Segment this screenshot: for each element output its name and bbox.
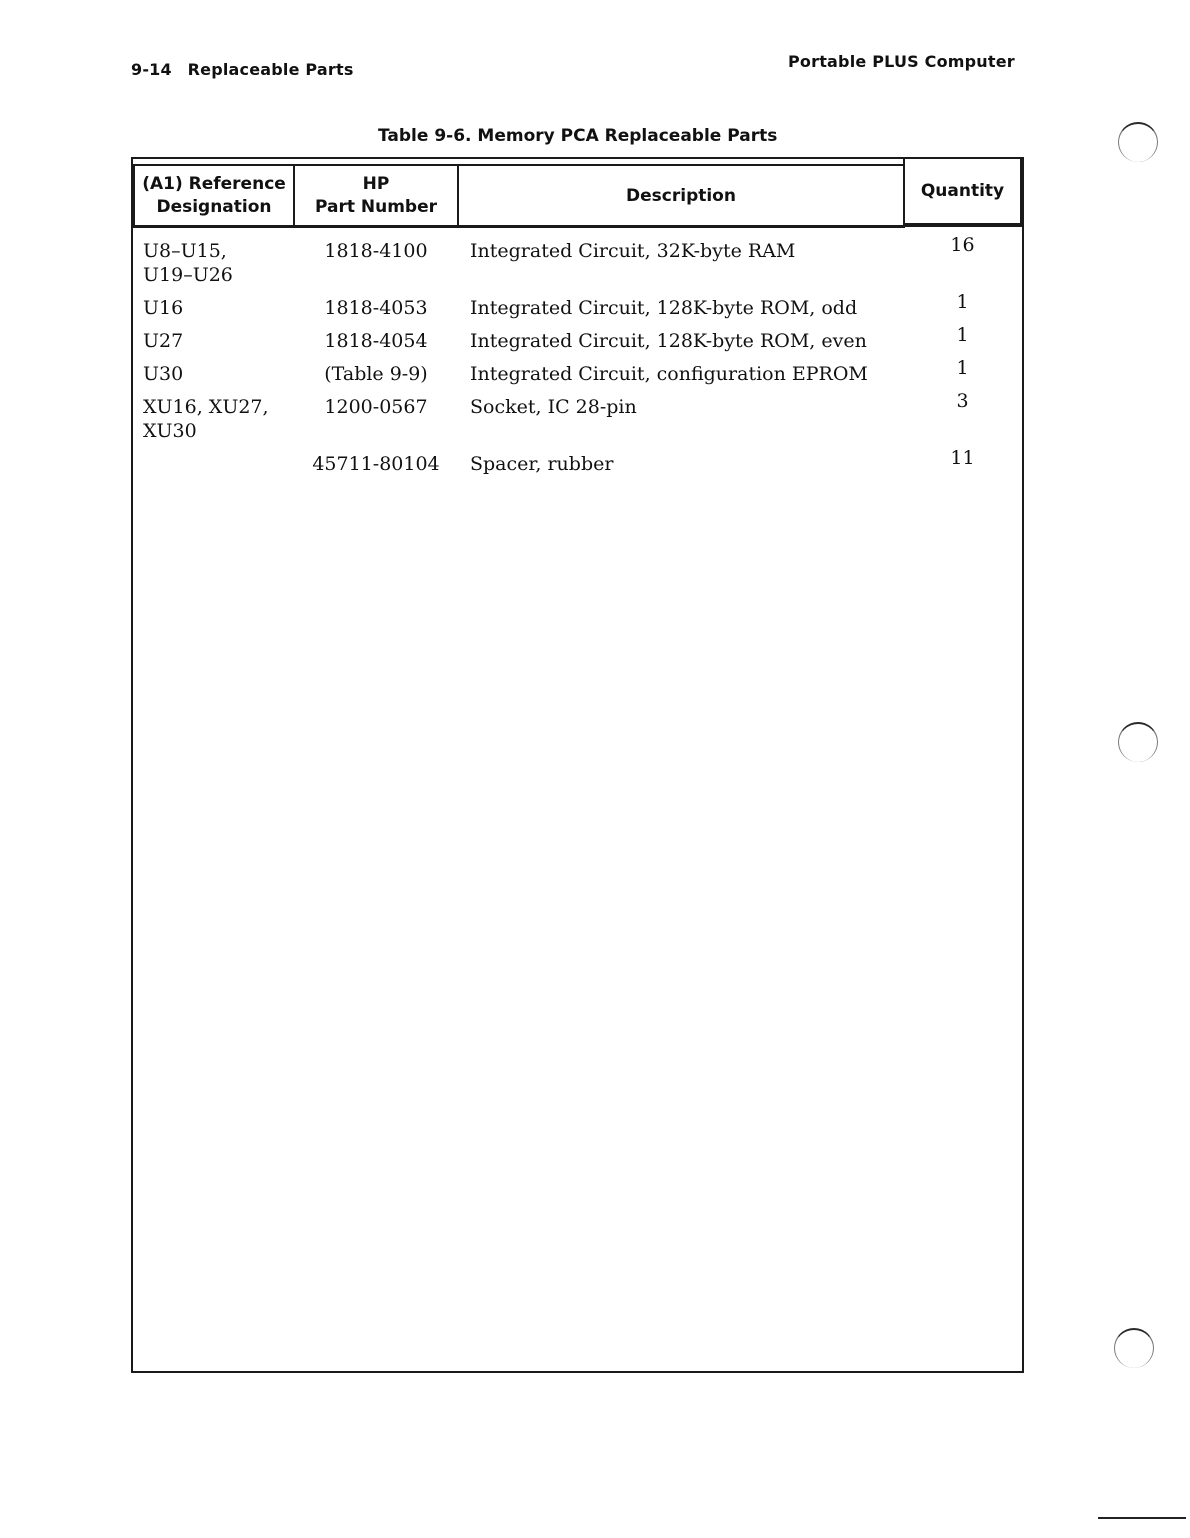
- cell-reference: [143, 362, 293, 386]
- cell-part-number: (Table 9-9): [324, 363, 428, 385]
- table-row: [133, 447, 1022, 485]
- cell-description: Integrated Circuit, 32K-byte RAM: [470, 240, 796, 262]
- cell-part-number: 1818-4053: [324, 297, 428, 319]
- column-header-part-number-line2: Part Number: [314, 197, 438, 217]
- cell-reference: [143, 395, 293, 443]
- cell-quantity: 3: [956, 390, 969, 412]
- table-row: [133, 291, 1022, 329]
- cell-reference: [143, 239, 293, 287]
- binder-hole-bottom: [1114, 1328, 1154, 1368]
- header-divider: [133, 225, 1022, 227]
- section-number: 9-14: [131, 60, 172, 79]
- binder-hole-top: [1118, 122, 1158, 162]
- manual-title: Portable PLUS Computer: [788, 52, 1015, 71]
- reference-line: XU16, XU27,: [143, 396, 269, 418]
- column-header-reference-line1: (A1) Reference: [142, 174, 286, 194]
- column-header-quantity: Quantity: [903, 157, 1022, 225]
- page-header-left: [131, 60, 354, 79]
- cell-part-number: 1818-4054: [324, 330, 428, 352]
- reference-line: U27: [143, 330, 184, 352]
- column-header-part-number: [293, 164, 459, 228]
- cell-description: Spacer, rubber: [470, 453, 614, 475]
- page-edge-mark: [1098, 1517, 1186, 1519]
- cell-quantity: 1: [956, 324, 969, 346]
- reference-line: U8–U15,: [143, 240, 227, 262]
- section-title: Replaceable Parts: [187, 60, 354, 79]
- column-header-reference: [133, 164, 295, 228]
- cell-description: Integrated Circuit, 128K-byte ROM, odd: [470, 297, 858, 319]
- cell-description: Socket, IC 28-pin: [470, 396, 637, 418]
- cell-part-number: 1200-0567: [324, 396, 428, 418]
- column-header-part-number-line1: HP: [362, 174, 390, 194]
- table-title: Table 9-6. Memory PCA Replaceable Parts: [378, 126, 778, 146]
- cell-reference: [143, 296, 293, 320]
- cell-description: Integrated Circuit, 128K-byte ROM, even: [470, 330, 867, 352]
- cell-part-number: 45711-80104: [312, 453, 440, 475]
- cell-quantity: 1: [956, 357, 969, 379]
- cell-reference: [143, 329, 293, 353]
- cell-description: Integrated Circuit, configuration EPROM: [470, 363, 868, 385]
- table-row: [133, 324, 1022, 362]
- table-row: [133, 357, 1022, 395]
- table-row: [133, 390, 1022, 452]
- cell-quantity: 16: [950, 234, 975, 256]
- parts-table: [131, 157, 1024, 1373]
- column-header-reference-line2: Designation: [156, 197, 272, 217]
- cell-quantity: 11: [950, 447, 975, 469]
- reference-line: U19–U26: [143, 264, 233, 286]
- cell-quantity: 1: [956, 291, 969, 313]
- table-body: [133, 234, 1022, 485]
- reference-line: U16: [143, 297, 184, 319]
- table-row: [133, 234, 1022, 296]
- cell-part-number: 1818-4100: [324, 240, 428, 262]
- reference-line: XU30: [143, 420, 197, 442]
- column-header-description: Description: [457, 164, 905, 228]
- reference-line: U30: [143, 363, 184, 385]
- binder-hole-middle: [1118, 722, 1158, 762]
